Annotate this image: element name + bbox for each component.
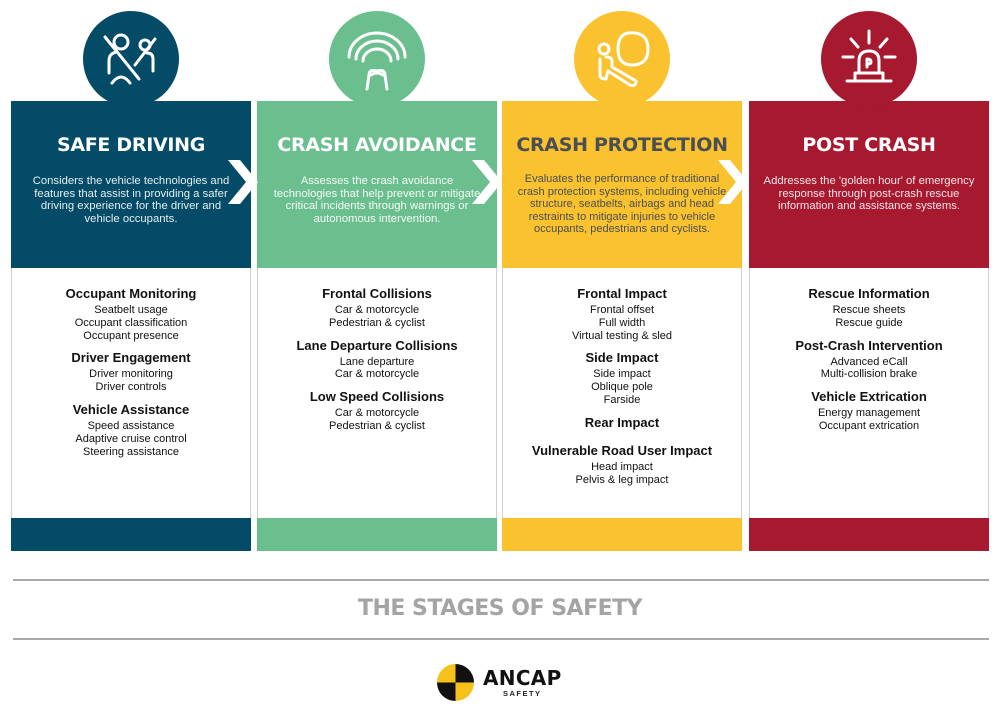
stage-body — [11, 268, 251, 518]
section-title: Driver Engagement — [71, 350, 191, 366]
divider-top — [13, 579, 989, 581]
stage-header — [502, 101, 742, 268]
section-title: Occupant Monitoring — [65, 286, 197, 301]
section-vulnerable-road-user-impact — [503, 443, 741, 487]
stage-footer-bar — [11, 518, 251, 551]
section-item: Full width — [598, 316, 646, 329]
divider-bottom — [13, 638, 989, 640]
section-occupant-monitoring — [12, 286, 250, 342]
section-title: Side Impact — [585, 350, 659, 366]
section-vehicle-extrication — [750, 389, 988, 433]
section-item: Occupant presence — [83, 329, 179, 342]
section-item: Driver controls — [95, 381, 167, 394]
stage-card-crash-protection — [502, 101, 742, 551]
section-driver-engagement — [12, 350, 250, 394]
road-sensor-waves-icon — [345, 27, 409, 91]
stage-header — [11, 101, 251, 268]
chevron-right-icon — [472, 160, 502, 204]
seatbelt-occupants-icon — [99, 27, 163, 91]
airbag-occupant-icon — [590, 27, 654, 91]
section-item: Seatbelt usage — [94, 304, 168, 316]
section-title: Low Speed Collisions — [309, 389, 445, 405]
stage-title: CRASH AVOIDANCE — [277, 134, 477, 156]
stage-body — [749, 268, 989, 518]
section-item: Adaptive cruise control — [75, 432, 187, 445]
crash-protection-icon-badge — [574, 11, 670, 107]
section-title: Rescue Information — [808, 286, 930, 301]
section-item: Car & motorcycle — [334, 407, 420, 420]
stage-body — [257, 268, 497, 518]
section-item: Lane departure — [339, 355, 415, 368]
stage-description: Considers the vehicle technologies and features that assist in providing a safer driving experience for the driver and vehicle occupants. — [32, 175, 230, 225]
stage-description: Evaluates the performance of traditional crash protection systems, including vehicle structure, seatbelts, airbags and head restraints to mitigate injuries to vehicle occupants, pedestrians and cyclists. — [517, 173, 727, 236]
section-item: Frontal offset — [590, 304, 654, 316]
section-post-crash-intervention — [750, 338, 988, 382]
post-crash-icon-badge — [821, 11, 917, 107]
ancap-logo — [436, 663, 562, 702]
stage-title: POST CRASH — [802, 134, 936, 156]
stage-header — [749, 101, 989, 268]
section-item: Car & motorcycle — [334, 304, 420, 316]
crash-avoidance-icon-badge — [329, 11, 425, 107]
section-frontal-impact — [503, 286, 741, 342]
stage-card-post-crash — [749, 101, 989, 551]
chevron-right-icon — [228, 160, 258, 204]
section-item: Pelvis & leg impact — [575, 473, 669, 486]
section-item: Virtual testing & sled — [571, 329, 673, 342]
chevron-right-icon — [718, 160, 748, 204]
section-side-impact — [503, 350, 741, 406]
stage-body — [502, 268, 742, 518]
section-item: Side impact — [593, 368, 651, 381]
footer-title: THE STAGES OF SAFETY — [357, 596, 643, 621]
logo-wordmark: ANCAP — [483, 666, 562, 690]
section-item: Occupant extrication — [818, 419, 920, 432]
stage-footer-bar — [502, 518, 742, 551]
section-item: Head impact — [591, 460, 653, 473]
section-item: Pedestrian & cyclist — [329, 316, 425, 329]
section-item: Energy management — [817, 407, 921, 420]
stage-footer-bar — [257, 518, 497, 551]
section-lane-departure-collisions — [258, 338, 496, 382]
section-item: Occupant classification — [74, 316, 188, 329]
stage-description: Assesses the crash avoidance technologies that help prevent or mitigate critical incidents through warnings or autonomous intervention. — [273, 175, 481, 225]
section-title: Vehicle Extrication — [811, 389, 927, 405]
crash-test-target-icon — [436, 663, 475, 702]
stage-header — [257, 101, 497, 268]
section-item: Advanced eCall — [830, 355, 908, 368]
stage-card-safe-driving — [11, 101, 251, 551]
stage-footer-bar — [749, 518, 989, 551]
section-title: Vehicle Assistance — [72, 401, 190, 417]
section-item: Pedestrian & cyclist — [329, 419, 425, 432]
section-item: Driver monitoring — [89, 368, 173, 381]
section-title: Post-Crash Intervention — [795, 337, 943, 353]
section-item: Steering assistance — [83, 445, 179, 458]
safe-driving-icon-badge — [83, 11, 179, 107]
section-title: Frontal Impact — [577, 286, 667, 301]
stage-card-crash-avoidance — [257, 101, 497, 551]
section-item: Farside — [603, 393, 641, 406]
section-title: Frontal Collisions — [322, 286, 432, 301]
section-low-speed-collisions — [258, 389, 496, 433]
logo-subtitle: SAFETY — [502, 689, 542, 698]
section-rear-impact — [503, 415, 741, 431]
section-item: Multi-collision brake — [820, 368, 918, 381]
stage-title: CRASH PROTECTION — [516, 134, 728, 156]
section-title: Vulnerable Road User Impact — [531, 442, 713, 458]
section-title: Lane Departure Collisions — [296, 337, 458, 353]
section-rescue-information — [750, 286, 988, 330]
section-item: Speed assistance — [87, 419, 175, 432]
section-title: Rear Impact — [584, 414, 660, 430]
stage-description: Addresses the 'golden hour' of emergency response through post-crash rescue information and assistance systems. — [763, 175, 975, 213]
section-item: Rescue sheets — [832, 304, 906, 316]
stage-title: SAFE DRIVING — [56, 134, 206, 156]
section-frontal-collisions — [258, 286, 496, 330]
section-item: Oblique pole — [591, 381, 653, 394]
emergency-siren-icon — [837, 27, 901, 91]
section-item: Car & motorcycle — [334, 368, 420, 381]
section-item: Rescue guide — [835, 316, 903, 329]
section-vehicle-assistance — [12, 402, 250, 458]
